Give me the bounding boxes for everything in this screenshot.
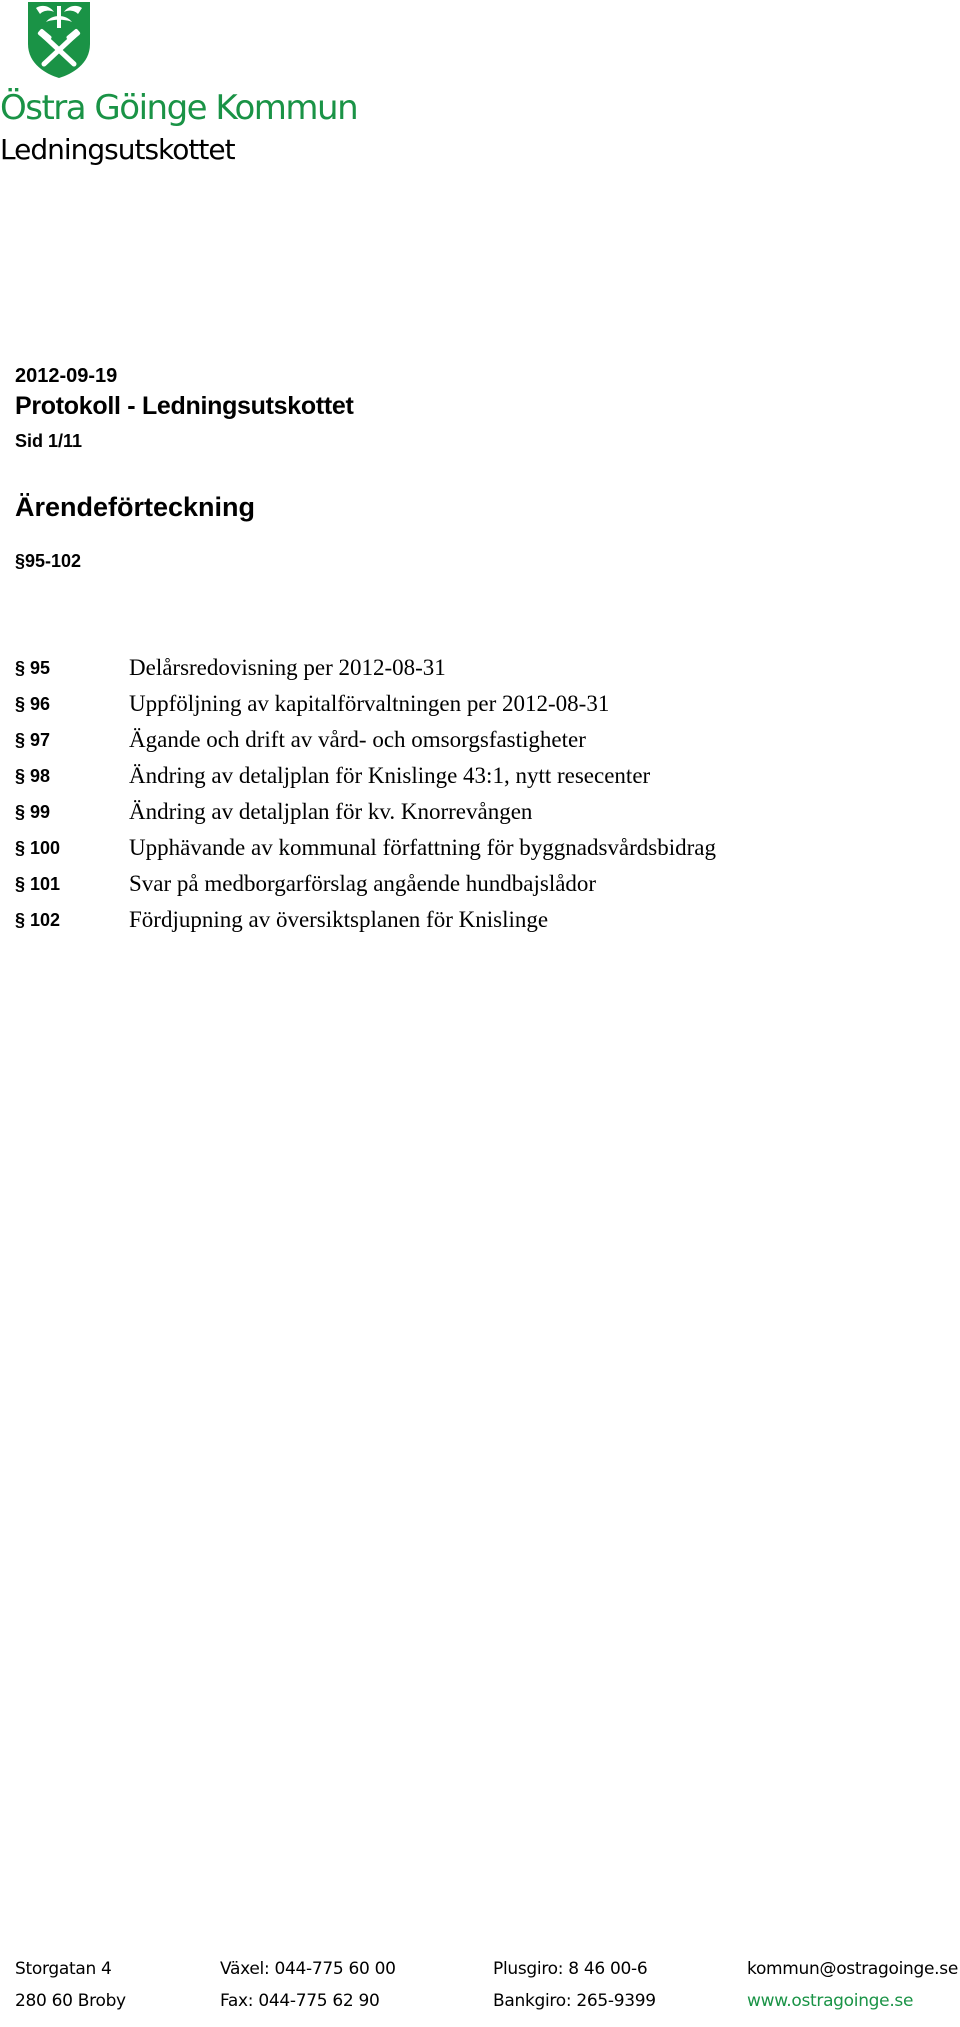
agenda-item <box>15 686 945 722</box>
footer-website-link[interactable]: www.ostragoinge.se <box>747 1991 914 2011</box>
committee-name: Ledningsutskottet <box>0 133 235 166</box>
footer-fax: Fax: 044-775 62 90 <box>220 1991 380 2011</box>
section-heading: Ärendeförteckning <box>15 492 256 522</box>
agenda-item-number: § 96 <box>15 693 51 714</box>
agenda-item-title: Ändring av detaljplan för Knislinge 43:1, nytt resecenter <box>129 763 651 788</box>
agenda-item <box>15 830 945 866</box>
agenda-item <box>15 794 945 830</box>
agenda-list <box>15 650 945 938</box>
agenda-item-title: Ändring av detaljplan för kv. Knorrevången <box>129 799 533 824</box>
footer-phone-fax <box>220 1953 396 2017</box>
agenda-item-number: § 102 <box>15 909 61 930</box>
footer-giro <box>493 1953 656 2017</box>
agenda-item-title: Fördjupning av översiktsplanen för Knislinge <box>129 907 549 932</box>
footer-address <box>15 1953 126 2017</box>
protocol-title: Protokoll - Ledningsutskottet <box>15 392 354 420</box>
municipal-coat-of-arms-logo <box>26 0 92 78</box>
footer-phone: Växel: 044-775 60 00 <box>220 1959 396 1979</box>
agenda-item-number: § 101 <box>15 873 61 894</box>
agenda-item <box>15 758 945 794</box>
page-number: Sid 1/11 <box>15 431 83 451</box>
agenda-item-title: Uppföljning av kapitalförvaltningen per 2012-08-31 <box>129 691 610 716</box>
footer-bankgiro: Bankgiro: 265-9399 <box>493 1991 656 2011</box>
organization-name: Östra Göinge Kommun <box>0 88 358 128</box>
agenda-item-number: § 99 <box>15 801 51 822</box>
agenda-item <box>15 902 945 938</box>
footer-email[interactable]: kommun@ostragoinge.se <box>747 1959 958 1979</box>
footer-contact <box>747 1953 958 2017</box>
agenda-item-title: Delårsredovisning per 2012-08-31 <box>129 655 446 680</box>
agenda-item-title: Upphävande av kommunal författning för byggnadsvårdsbidrag <box>129 835 716 860</box>
meeting-date: 2012-09-19 <box>15 365 118 387</box>
agenda-item <box>15 722 945 758</box>
footer-street: Storgatan 4 <box>15 1959 112 1979</box>
footer-plusgiro: Plusgiro: 8 46 00-6 <box>493 1959 648 1979</box>
agenda-item <box>15 866 945 902</box>
footer-postal: 280 60 Broby <box>15 1991 126 2011</box>
paragraph-range: §95-102 <box>15 551 82 571</box>
agenda-item-number: § 97 <box>15 729 51 750</box>
agenda-item <box>15 650 945 686</box>
agenda-item-title: Ägande och drift av vård- och omsorgsfastigheter <box>129 727 586 752</box>
agenda-item-number: § 98 <box>15 765 51 786</box>
agenda-item-number: § 95 <box>15 657 51 678</box>
agenda-item-number: § 100 <box>15 837 61 858</box>
agenda-item-title: Svar på medborgarförslag angående hundbajslådor <box>129 871 597 896</box>
